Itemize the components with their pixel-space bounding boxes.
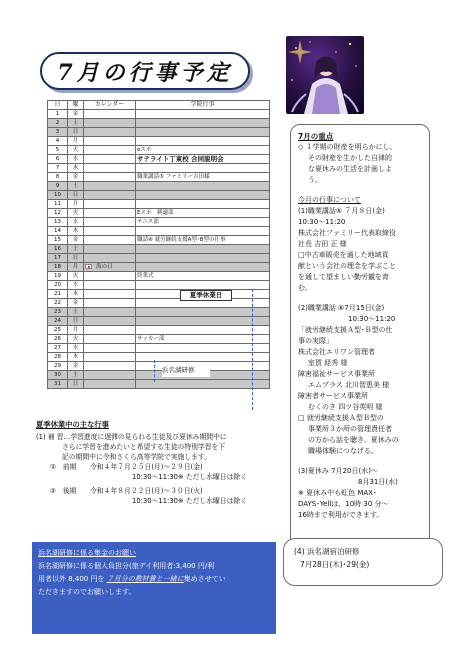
calendar-row [48, 317, 270, 326]
event-cell [136, 200, 270, 209]
day-cell: 30 [48, 371, 68, 380]
calendar-row [48, 110, 270, 119]
weekday-cell: 水 [68, 344, 84, 353]
weekday-cell: 木 [68, 290, 84, 299]
vacation-note-1: ※ 夏休み中も虹色 MAX･ [298, 489, 377, 497]
calendar-row [48, 128, 270, 137]
talk6-desc-1: □ 就労継続支援Ａ型Ｂ型の [298, 414, 384, 422]
summer-line-2: さらに学習を進めたいと希望する生徒の特別学習を下 [62, 443, 226, 451]
talk5-desc-2: 献という会社の理念を学ぶこと [298, 262, 396, 270]
calendar-cell [84, 218, 136, 227]
talk6-speaker-3: むくのき 四ツ谷英明 様 [308, 403, 383, 411]
calendar-row [48, 254, 270, 263]
day-cell: 8 [48, 173, 68, 182]
summer-term-2-date: ② 後期 令和４年８月２２日(月)～３０日(火) [50, 487, 203, 495]
notice-line-3: ただきますのでお願いします。 [38, 588, 136, 596]
day-cell: 31 [48, 380, 68, 389]
talk6-desc-2: 事業所３か所の管理責任者 [308, 425, 392, 433]
illustration [286, 36, 364, 114]
day-cell: 29 [48, 362, 68, 371]
talk5-desc-3: を通して望ましい勤労観を育 [298, 273, 389, 281]
weekday-cell: 土 [68, 308, 84, 317]
flag-icon [85, 264, 92, 269]
calendar-cell [84, 119, 136, 128]
calendar-row [48, 272, 270, 281]
calendar-row [48, 290, 270, 299]
vacation-end: 8月31日(水) [358, 478, 398, 486]
day-cell: 24 [48, 317, 68, 326]
weekday-cell: 月 [68, 326, 84, 335]
weekday-cell: 木 [68, 353, 84, 362]
weekday-cell: 土 [68, 245, 84, 254]
summer-term-1-time: 10:30～11:30※ ただし水曜日は除く [132, 473, 247, 481]
header-weekday: 曜 [68, 101, 84, 110]
calendar-row [48, 236, 270, 245]
calendar-cell [84, 146, 136, 155]
event-cell [136, 353, 270, 362]
calendar-row [48, 164, 270, 173]
day-cell: 17 [48, 254, 68, 263]
calendar-cell [84, 227, 136, 236]
calendar-cell [84, 209, 136, 218]
calendar-cell [84, 272, 136, 281]
talk6-org-1: 株式会社エリワン管理者 [298, 348, 375, 356]
notice-line-2: 用者以外 8,400 円を ７月分の教材費と一緒に集めさせてい [38, 575, 226, 583]
weekday-cell: 木 [68, 227, 84, 236]
calendar-cell [84, 164, 136, 173]
event-cell: 職業講話⑤ ファミリー吉田様 [136, 173, 270, 182]
weekday-cell: 金 [68, 110, 84, 119]
calendar-header-row [48, 101, 270, 110]
calendar-cell [84, 308, 136, 317]
talk6-topic-2: 事の実際」 [298, 337, 333, 345]
talk6-title: (2)職業講話 ⑥7月15日(金) [298, 304, 385, 312]
vacation-note-2: DAYS･Yellは、10時 30 分～ [298, 500, 389, 508]
summer-line-3: 記の期間中に令和さくら高等学院で実施します。 [62, 453, 211, 461]
talk6-speaker-2: エムプラス 北川智恵美 様 [308, 381, 390, 389]
header-calendar: カレンダー [84, 101, 136, 110]
event-cell [136, 281, 270, 290]
day-cell: 5 [48, 146, 68, 155]
talk5-speaker: 社長 吉田 正 様 [298, 240, 347, 248]
event-cell [136, 128, 270, 137]
talk6-org-2: 障害福祉サービス事業所 [298, 370, 375, 378]
event-cell [136, 326, 270, 335]
summer-break-label: 夏季休業日 [180, 290, 232, 301]
focus-line-2: その財産を生かした自律的 [308, 154, 392, 162]
weekday-cell: 金 [68, 299, 84, 308]
calendar-row [48, 119, 270, 128]
calendar-row [48, 227, 270, 236]
calendar-cell [84, 128, 136, 137]
event-cell [136, 191, 270, 200]
calendar-cell [84, 317, 136, 326]
event-cell: テニス部 [136, 218, 270, 227]
calendar-row [48, 335, 270, 344]
calendar-cell [84, 173, 136, 182]
weekday-cell: 月 [68, 200, 84, 209]
calendar-cell [84, 110, 136, 119]
calendar-cell [84, 362, 136, 371]
event-cell [136, 317, 270, 326]
day-cell: 25 [48, 326, 68, 335]
weekday-cell: 水 [68, 281, 84, 290]
talk6-desc-3: の方から話を聴き、夏休みの [308, 436, 399, 444]
camp-date: 7月28日(木)･29(金) [300, 560, 370, 569]
event-cell [136, 380, 270, 389]
day-cell: 22 [48, 299, 68, 308]
calendar-body [48, 110, 270, 389]
day-cell: 13 [48, 218, 68, 227]
weekday-cell: 日 [68, 191, 84, 200]
weekday-cell: 日 [68, 317, 84, 326]
header-day: 日 [48, 101, 68, 110]
calendar-cell [84, 299, 136, 308]
event-cell [136, 245, 270, 254]
calendar-cell [84, 380, 136, 389]
day-cell: 19 [48, 272, 68, 281]
calendar-row [48, 146, 270, 155]
weekday-cell: 金 [68, 173, 84, 182]
calendar-table [47, 100, 270, 389]
event-cell [136, 263, 270, 272]
calendar-row [48, 155, 270, 164]
talk5-company: 株式会社ファミリー代表取締役 [298, 229, 396, 237]
calendar-row [48, 353, 270, 362]
weekday-cell: 日 [68, 380, 84, 389]
day-cell: 1 [48, 110, 68, 119]
talk5-desc-4: む。 [298, 284, 312, 292]
weekday-cell: 火 [68, 209, 84, 218]
focus-line-4: う。 [308, 176, 322, 184]
day-cell: 15 [48, 236, 68, 245]
talk5-title: (1)職業講話⑤ ７月８日(金) [298, 207, 385, 215]
calendar-row [48, 209, 270, 218]
event-cell [136, 227, 270, 236]
calendar-cell [84, 290, 136, 299]
focus-line-3: な夏休みの生活を計画しよ [308, 165, 392, 173]
day-cell: 7 [48, 164, 68, 173]
calendar-cell [84, 263, 136, 272]
header-events: 学院行事 [136, 101, 270, 110]
event-cell: 終業式 [136, 272, 270, 281]
calendar-row [48, 263, 270, 272]
camp-line [154, 360, 155, 382]
day-cell: 26 [48, 335, 68, 344]
event-cell: eスポ [136, 146, 270, 155]
weekday-cell: 土 [68, 371, 84, 380]
event-cell [136, 119, 270, 128]
calendar-cell [84, 245, 136, 254]
weekday-cell: 金 [68, 362, 84, 371]
day-cell: 12 [48, 209, 68, 218]
day-cell: 10 [48, 191, 68, 200]
page-title: 7月の行事予定 [57, 59, 233, 86]
event-cell: Eスポ 刺適部 [136, 209, 270, 218]
event-cell [136, 254, 270, 263]
day-cell: 2 [48, 119, 68, 128]
calendar-row [48, 371, 270, 380]
calendar-cell [84, 281, 136, 290]
calendar-row [48, 281, 270, 290]
summer-break-line [252, 289, 253, 410]
calendar-cell [84, 344, 136, 353]
calendar-cell [84, 254, 136, 263]
weekday-cell: 水 [68, 155, 84, 164]
calendar-row [48, 326, 270, 335]
calendar-row [48, 182, 270, 191]
day-cell: 3 [48, 128, 68, 137]
calendar-cell [84, 191, 136, 200]
calendar-cell [84, 236, 136, 245]
calendar-cell [84, 335, 136, 344]
camp-box [283, 538, 443, 586]
summer-term-2-time: 10:30～11:30※ ただし水曜日は除く [132, 497, 247, 505]
day-cell: 28 [48, 353, 68, 362]
talk5-desc-1: □中古車販売を通した地域貢 [298, 251, 389, 259]
summer-heading: 夏季休業中の主な行事 [36, 420, 109, 429]
calendar-row [48, 191, 270, 200]
weekday-cell: 土 [68, 182, 84, 191]
event-cell: サッカー部 [136, 335, 270, 344]
calendar-cell [84, 137, 136, 146]
calendar-row [48, 200, 270, 209]
day-cell: 18 [48, 263, 68, 272]
calendar-row [48, 137, 270, 146]
calendar-cell [84, 182, 136, 191]
talk6-desc-4: 職場体験につなげる。 [308, 447, 378, 455]
day-cell: 9 [48, 182, 68, 191]
weekday-cell: 木 [68, 164, 84, 173]
summer-events-section [36, 420, 276, 506]
event-cell [136, 182, 270, 191]
calendar-row [48, 173, 270, 182]
event-cell [136, 137, 270, 146]
camp-label: 浜名湖研修 [162, 366, 210, 377]
day-cell: 14 [48, 227, 68, 236]
notice-title: 浜名湖研修に係る集金のお願い [38, 549, 136, 557]
event-cell [136, 344, 270, 353]
calendar-row [48, 218, 270, 227]
calendar-cell [84, 353, 136, 362]
focus-line-1: ◇ １学期の財産を明らかにし、 [298, 143, 397, 151]
page-title-box [40, 52, 250, 90]
calendar-cell [84, 371, 136, 380]
focus-heading: 7月の重点 [298, 132, 334, 141]
talk6-speaker-1: 室賀 経秀 様 [308, 359, 348, 367]
talk6-org-3: 障害者サービス事業所 [298, 392, 368, 400]
monthly-focus-panel [290, 124, 430, 582]
day-cell: 21 [48, 290, 68, 299]
weekday-cell: 火 [68, 335, 84, 344]
day-cell: 16 [48, 245, 68, 254]
summer-line-1: (1) 補 習…学習進度に遅滞の見られる生徒及び夏休み期間中に [36, 433, 227, 441]
day-cell: 11 [48, 200, 68, 209]
vacation-note-3: 16時まで利用ができます。 [298, 511, 384, 519]
weekday-cell: 日 [68, 128, 84, 137]
vacation-title: (3)夏休み 7月20日(水)～ [298, 467, 378, 475]
weekday-cell: 土 [68, 119, 84, 128]
camp-title: (4) 浜名湖宿泊研修 [294, 547, 360, 556]
weekday-cell: 日 [68, 254, 84, 263]
weekday-cell: 火 [68, 272, 84, 281]
events-heading: 今月の行事について [298, 196, 361, 204]
calendar-note: 海の日 [96, 264, 113, 270]
weekday-cell: 月 [68, 263, 84, 272]
event-cell [136, 308, 270, 317]
day-cell: 4 [48, 137, 68, 146]
talk6-time: 10:30～11:20 [348, 315, 396, 323]
weekday-cell: 月 [68, 137, 84, 146]
calendar-row [48, 308, 270, 317]
weekday-cell: 水 [68, 218, 84, 227]
event-cell [136, 164, 270, 173]
talk6-topic-1: 「就労継続支援Ａ型･Ｂ型の仕 [298, 326, 393, 334]
event-cell: サテライト丁東校 合同説明会 [136, 155, 270, 164]
calendar-row [48, 245, 270, 254]
calendar-cell [84, 200, 136, 209]
event-cell [136, 110, 270, 119]
calendar-row [48, 299, 270, 308]
calendar-cell [84, 326, 136, 335]
calendar-row [48, 380, 270, 389]
payment-notice [32, 542, 276, 634]
day-cell: 23 [48, 308, 68, 317]
calendar-row [48, 344, 270, 353]
talk5-time: 10:30～11:20 [298, 218, 346, 226]
notice-line-1: 浜名湖研修に係る個人負担分(旅デイ利用者:3,400 円/利 [38, 562, 215, 570]
weekday-cell: 金 [68, 236, 84, 245]
calendar-cell [84, 155, 136, 164]
day-cell: 20 [48, 281, 68, 290]
calendar-row [48, 362, 270, 371]
event-cell: 職話⑥ 就労継続支援A型･B型の仕事 [136, 236, 270, 245]
weekday-cell: 火 [68, 146, 84, 155]
day-cell: 27 [48, 344, 68, 353]
day-cell: 6 [48, 155, 68, 164]
summer-term-1-date: ① 前期 令和４年７月２５日(月)～２９日(金) [50, 463, 203, 471]
